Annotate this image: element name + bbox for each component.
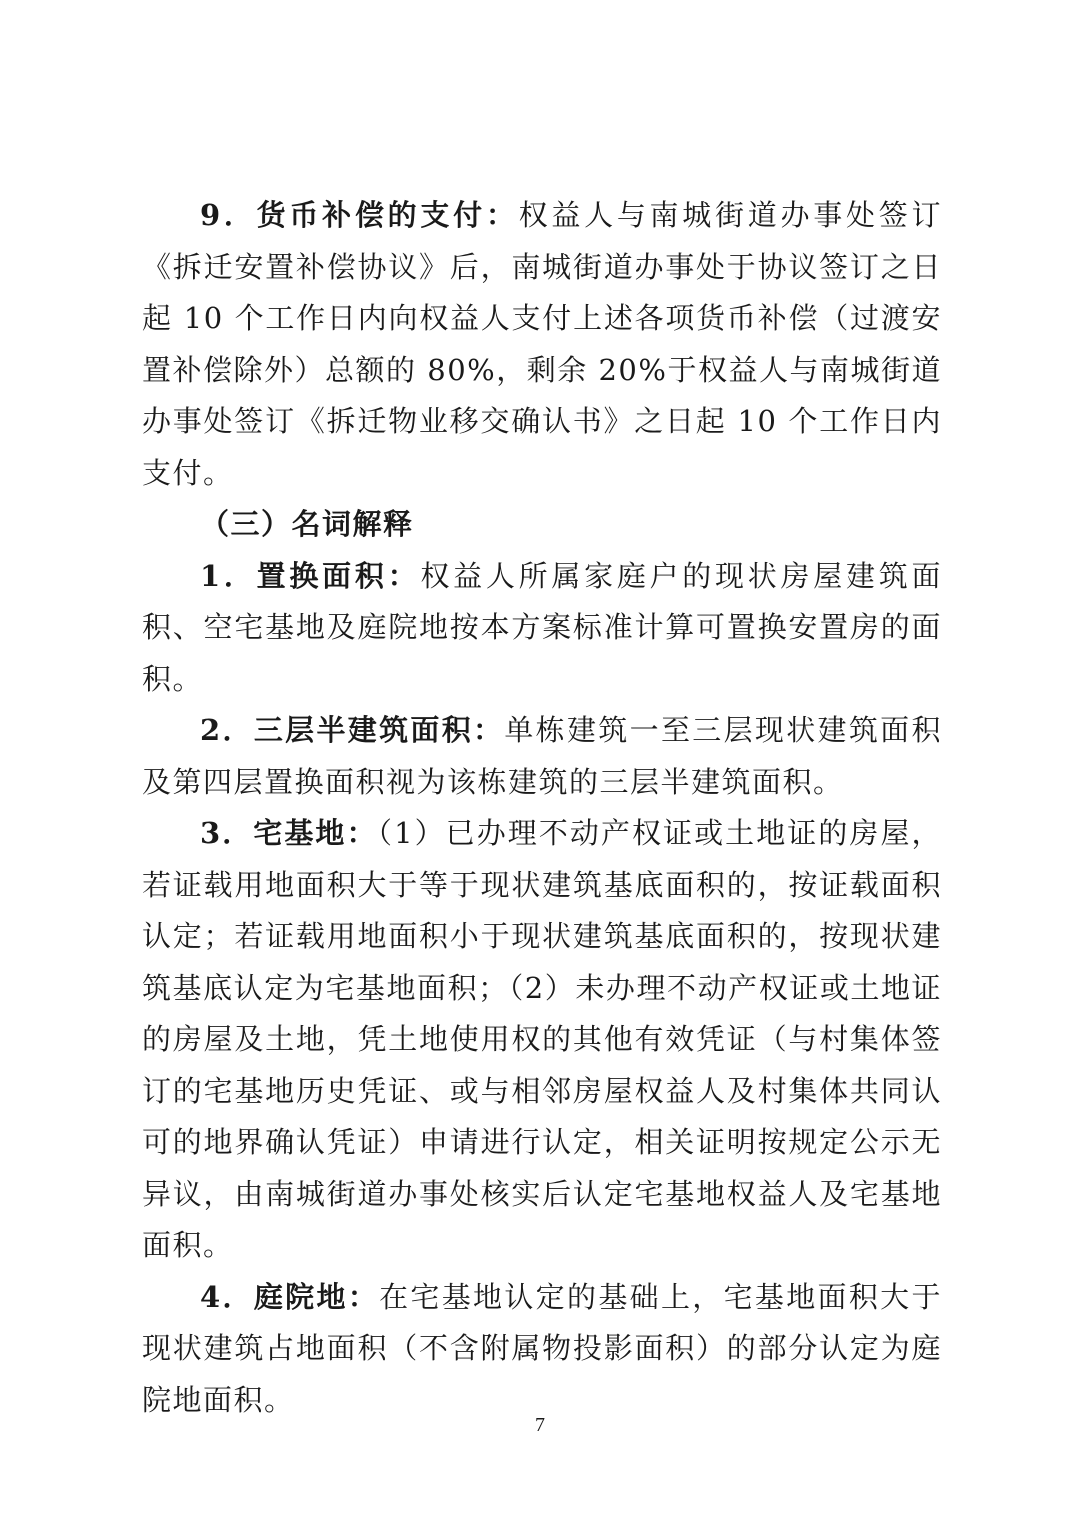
- paragraph-label: 3．宅基地：: [200, 816, 378, 850]
- paragraph-monetary-compensation-payment: [142, 190, 942, 499]
- page-number: 7: [535, 1414, 545, 1436]
- paragraph-label: 2．三层半建筑面积：: [200, 713, 505, 747]
- paragraph-courtyard-land: [142, 1272, 942, 1427]
- paragraph-label: 9．货币补偿的支付：: [200, 198, 519, 232]
- paragraph-replacement-area: [142, 551, 942, 706]
- paragraph-label: 4．庭院地：: [200, 1279, 380, 1314]
- document-body: [142, 190, 942, 1426]
- paragraph-three-and-half-floor-area: [142, 705, 942, 808]
- section-heading-term-definitions: （三）名词解释: [200, 507, 414, 541]
- paragraph-text: （1）已办理不动产权证或土地证的房屋，若证载用地面积大于等于现状建筑基底面积的，按证载面积认定；若证载用地面积小于现状建筑基底面积的，按现状建筑基底认定为宅基地面积；（2）未办理不动产权证或土地证的房屋及土地，凭土地使用权的其他有效凭证（与村集体签订的宅基地历史凭证、或与相邻房屋权益人及村集体共同认可的地界确认凭证）申请进行认定，相关证明按规定公示无异议，由南城街道办事处核实后认定宅基地权益人及宅基地面积。: [142, 816, 943, 1262]
- paragraph-text: 权益人与南城街道办事处签订《拆迁安置补偿协议》后，南城街道办事处于协议签订之日起 10 个工作日内向权益人支付上述各项货币补偿（过渡安置补偿除外）总额的 80%，剩余 20%于权益人与南城街道办事处签订《拆迁物业移交确认书》之日起 10 个工作日内支付。: [142, 198, 942, 490]
- paragraph-text: 单栋建筑一至三层现状建筑面积及第四层置换面积视为该栋建筑的三层半建筑面积。: [142, 713, 942, 799]
- paragraph-text: 在宅基地认定的基础上，宅基地面积大于现状建筑占地面积（不含附属物投影面积）的部分认定为庭院地面积。: [142, 1279, 942, 1417]
- paragraph-label: 1．置换面积：: [200, 558, 421, 593]
- paragraph-text: 权益人所属家庭户的现状房屋建筑面积、空宅基地及庭院地按本方案标准计算可置换安置房的面积。: [142, 558, 942, 696]
- paragraph-homestead: [142, 808, 942, 1272]
